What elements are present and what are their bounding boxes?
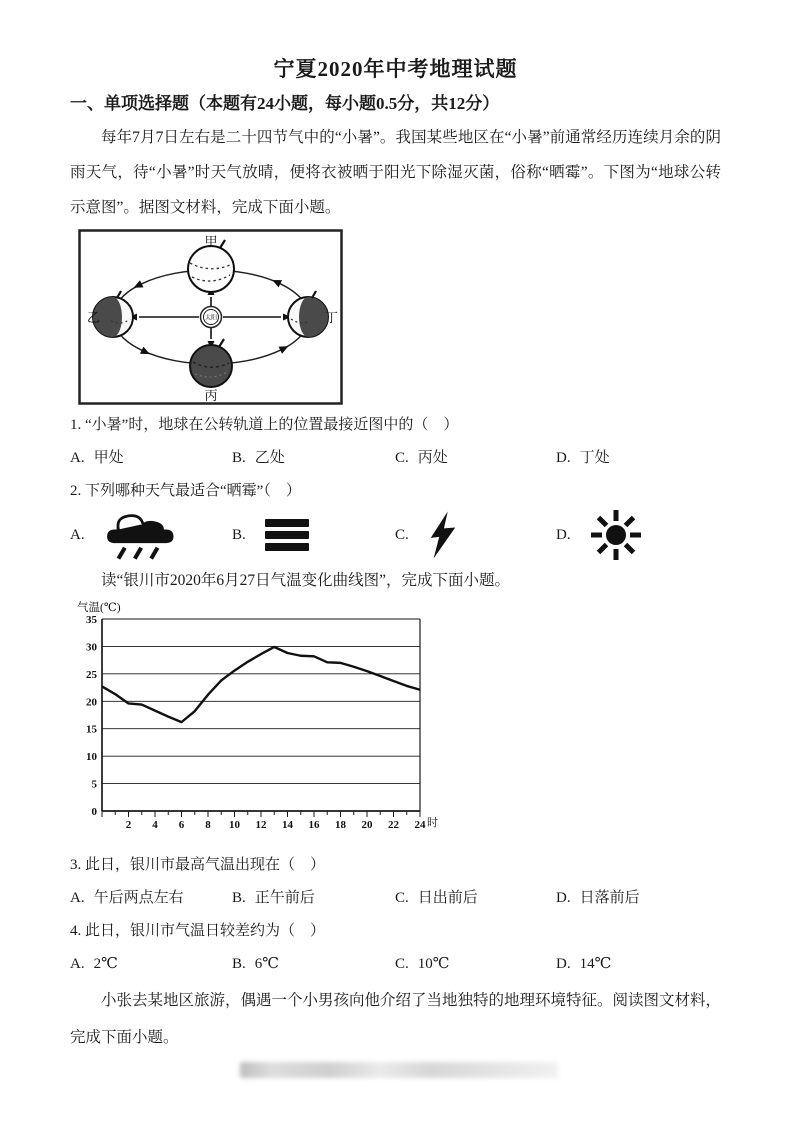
option-letter: D. bbox=[556, 956, 571, 972]
x-tick-label: 16 bbox=[308, 819, 320, 831]
x-axis-label: 时 bbox=[427, 817, 438, 829]
sun-label: 太阳 bbox=[204, 315, 218, 322]
x-tick-label: 6 bbox=[178, 819, 185, 831]
option-text: 日出前后 bbox=[417, 890, 478, 906]
question-2: 2. 下列哪种天气最适合“晒霉”（ ） bbox=[70, 483, 301, 499]
position-label-left: 乙 bbox=[87, 310, 101, 325]
section-header: 一、单项选择题（本题有24小题，每小题0.5分，共12分） bbox=[70, 94, 500, 113]
option-2c bbox=[395, 510, 556, 560]
temperature-chart-figure bbox=[74, 599, 721, 844]
option-2d bbox=[556, 508, 721, 562]
y-axis-label: 气温(℃) bbox=[77, 602, 121, 614]
x-tick-label: 22 bbox=[388, 819, 399, 831]
question-2-options bbox=[70, 507, 721, 563]
sun bbox=[201, 307, 222, 328]
option-letter: B. bbox=[232, 890, 246, 906]
earth-revolution-diagram bbox=[78, 229, 343, 405]
option-letter: A. bbox=[70, 527, 85, 543]
option-text: 6℃ bbox=[254, 956, 280, 972]
position-label-right: 丁 bbox=[325, 310, 339, 325]
option-text: 丙处 bbox=[417, 450, 448, 466]
x-tick-label: 8 bbox=[205, 819, 211, 831]
x-tick-label: 18 bbox=[335, 819, 346, 831]
option-3d bbox=[556, 886, 721, 910]
intro-passage-2: 读“银川市2020年6月27日气温变化曲线图”，完成下面小题。 bbox=[101, 572, 511, 589]
intro-passage-3: 小张去某地区旅游，偶遇一个小男孩向他介绍了当地独特的地理环境特征。阅读图文材料，完成下面小题。 bbox=[70, 992, 722, 1046]
y-tick-label: 20 bbox=[86, 696, 97, 709]
option-text: 14℃ bbox=[579, 956, 612, 972]
option-2a bbox=[70, 508, 232, 562]
option-letter: A. bbox=[70, 450, 85, 466]
lightning-icon bbox=[427, 510, 459, 560]
x-tick-label: 4 bbox=[152, 819, 158, 831]
option-letter: D. bbox=[556, 890, 571, 906]
option-text: 乙处 bbox=[254, 450, 285, 466]
position-label-top: 甲 bbox=[204, 234, 218, 249]
y-tick-label: 35 bbox=[86, 614, 97, 626]
option-letter: D. bbox=[556, 527, 571, 543]
option-text: 正午前后 bbox=[254, 890, 315, 906]
option-text: 日落前后 bbox=[579, 890, 640, 906]
option-2b bbox=[232, 518, 395, 552]
sunny-icon bbox=[589, 508, 643, 562]
option-letter: B. bbox=[232, 450, 246, 466]
y-tick-label: 25 bbox=[86, 668, 97, 681]
x-tick-label: 20 bbox=[361, 819, 373, 831]
option-4a bbox=[70, 952, 232, 976]
x-tick-label: 2 bbox=[125, 819, 132, 831]
question-1: 1. “小暑”时，地球在公转轨道上的位置最接近图中的（ ） bbox=[70, 417, 459, 433]
option-letter: A. bbox=[70, 890, 85, 906]
temperature-curve bbox=[102, 647, 420, 722]
option-letter: B. bbox=[232, 956, 246, 972]
option-letter: D. bbox=[556, 450, 571, 466]
fog-icon bbox=[264, 518, 310, 552]
option-4b bbox=[232, 952, 395, 976]
x-tick-label: 12 bbox=[255, 819, 267, 831]
option-text: 10℃ bbox=[417, 956, 450, 972]
option-1b bbox=[232, 446, 395, 470]
y-tick-label: 0 bbox=[91, 806, 97, 818]
option-text: 丁处 bbox=[579, 450, 610, 466]
x-tick-label: 24 bbox=[414, 819, 426, 831]
temperature-chart bbox=[74, 599, 446, 839]
y-tick-label: 5 bbox=[91, 778, 97, 791]
option-letter: C. bbox=[395, 527, 409, 543]
y-tick-label: 10 bbox=[86, 751, 97, 764]
position-label-bottom: 丙 bbox=[204, 388, 218, 403]
option-1c bbox=[395, 446, 556, 470]
option-text: 甲处 bbox=[93, 450, 124, 466]
page-title: 宁夏2020年中考地理试题 bbox=[273, 57, 518, 81]
faded-image-remnant bbox=[240, 1062, 558, 1078]
option-letter: B. bbox=[232, 527, 246, 543]
option-4c bbox=[395, 952, 556, 976]
x-tick-label: 10 bbox=[229, 819, 240, 831]
option-letter: C. bbox=[395, 890, 409, 906]
question-1-options bbox=[70, 446, 721, 470]
option-3a bbox=[70, 886, 232, 910]
question-4: 4. 此日，银川市气温日较差约为（ ） bbox=[70, 923, 326, 939]
rain-icon bbox=[103, 508, 183, 562]
intro-passage-1: 每年7月7日左右是二十四节气中的“小暑”。我国某些地区在“小暑”前通常经历连续月余的阴雨天气，待“小暑”时天气放晴，便将衣被晒于阳光下除湿灭菌，俗称“晒霉”。下图为“地球公转示意图”。据图文材料，完成下面小题。 bbox=[70, 129, 721, 216]
option-1a bbox=[70, 446, 232, 470]
option-1d bbox=[556, 446, 721, 470]
question-3-options bbox=[70, 886, 721, 910]
option-3b bbox=[232, 886, 395, 910]
x-tick-label: 14 bbox=[282, 819, 293, 831]
option-letter: C. bbox=[395, 450, 409, 466]
question-3: 3. 此日，银川市最高气温出现在（ ） bbox=[70, 857, 326, 873]
option-letter: A. bbox=[70, 956, 85, 972]
option-3c bbox=[395, 886, 556, 910]
y-tick-label: 30 bbox=[86, 641, 97, 654]
option-text: 2℃ bbox=[93, 956, 118, 972]
option-letter: C. bbox=[395, 956, 409, 972]
option-text: 午后两点左右 bbox=[93, 890, 184, 906]
option-4d bbox=[556, 952, 721, 976]
y-tick-label: 15 bbox=[86, 723, 97, 736]
question-4-options bbox=[70, 952, 721, 976]
